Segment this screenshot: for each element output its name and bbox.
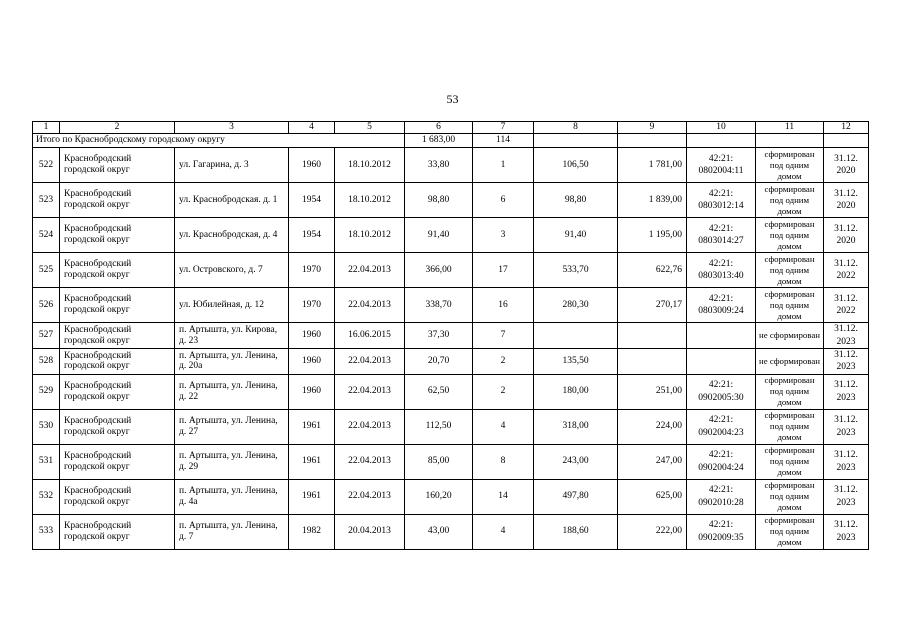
cost-cell (618, 349, 687, 375)
land-status-cell: сформирован под одним домом (756, 288, 824, 323)
row-number: 529 (33, 374, 60, 409)
municipality-cell: Краснобродский городской округ (60, 288, 175, 323)
date-cell: 22.04.2013 (335, 409, 405, 444)
municipality-cell: Краснобродский городской округ (60, 349, 175, 375)
resettled-area-cell: 533,70 (534, 253, 618, 288)
column-header: 11 (756, 122, 824, 134)
year-cell: 1960 (289, 349, 335, 375)
year-cell: 1954 (289, 218, 335, 253)
resettled-area-cell: 106,50 (534, 148, 618, 183)
municipality-cell: Краснобродский городской округ (60, 479, 175, 514)
address-cell: ул. Юбилейная, д. 12 (175, 288, 289, 323)
end-date-cell: 31.12. 2023 (824, 479, 869, 514)
cadastral-number-cell (687, 323, 756, 349)
address-cell: п. Артышта, ул. Ленина, д. 4а (175, 479, 289, 514)
row-number: 524 (33, 218, 60, 253)
date-cell: 20.04.2013 (335, 514, 405, 549)
municipality-cell: Краснобродский городской округ (60, 444, 175, 479)
cadastral-number-cell: 42:21: 0803013:40 (687, 253, 756, 288)
end-date-cell: 31.12. 2023 (824, 444, 869, 479)
address-cell: ул. Краснобродская. д. 1 (175, 183, 289, 218)
end-date-cell: 31.12. 2022 (824, 288, 869, 323)
resettled-area-cell: 180,00 (534, 374, 618, 409)
municipality-cell: Краснобродский городской округ (60, 323, 175, 349)
end-date-cell: 31.12. 2023 (824, 409, 869, 444)
cadastral-number-cell: 42:21: 0902004:24 (687, 444, 756, 479)
address-cell: п. Артышта, ул. Ленина, д. 20а (175, 349, 289, 375)
land-status-cell: сформирован под одним домом (756, 479, 824, 514)
land-status-cell: сформирован под одним домом (756, 444, 824, 479)
year-cell: 1961 (289, 479, 335, 514)
cost-cell: 625,00 (618, 479, 687, 514)
date-cell: 18.10.2012 (335, 148, 405, 183)
address-cell: п. Артышта, ул. Ленина, д. 27 (175, 409, 289, 444)
residents-cell: 1 (473, 148, 534, 183)
residents-cell: 2 (473, 374, 534, 409)
cadastral-number-cell: 42:21: 0803009:24 (687, 288, 756, 323)
address-cell: п. Артышта, ул. Кирова, д. 23 (175, 323, 289, 349)
residents-cell: 17 (473, 253, 534, 288)
year-cell: 1961 (289, 444, 335, 479)
total-residents: 114 (473, 134, 534, 148)
date-cell: 22.04.2013 (335, 288, 405, 323)
land-status-cell: не сформирован (756, 323, 824, 349)
column-header: 7 (473, 122, 534, 134)
year-cell: 1961 (289, 409, 335, 444)
cadastral-number-cell: 42:21: 0902004:23 (687, 409, 756, 444)
cadastral-number-cell (687, 349, 756, 375)
cadastral-number-cell: 42:21: 0802004:11 (687, 148, 756, 183)
resettled-area-cell: 135,50 (534, 349, 618, 375)
address-cell: п. Артышта, ул. Ленина, д. 29 (175, 444, 289, 479)
year-cell: 1982 (289, 514, 335, 549)
empty-cell (756, 134, 824, 148)
column-header: 5 (335, 122, 405, 134)
area-cell: 338,70 (405, 288, 473, 323)
column-header: 12 (824, 122, 869, 134)
cost-cell: 1 781,00 (618, 148, 687, 183)
municipality-cell: Краснобродский городской округ (60, 218, 175, 253)
end-date-cell: 31.12. 2023 (824, 323, 869, 349)
area-cell: 20,70 (405, 349, 473, 375)
row-number: 523 (33, 183, 60, 218)
year-cell: 1960 (289, 148, 335, 183)
date-cell: 22.04.2013 (335, 374, 405, 409)
cost-cell: 1 195,00 (618, 218, 687, 253)
residents-cell: 3 (473, 218, 534, 253)
land-status-cell: не сформирован (756, 349, 824, 375)
municipality-cell: Краснобродский городской округ (60, 374, 175, 409)
table-row (33, 479, 869, 514)
total-area: 1 683,00 (405, 134, 473, 148)
resettled-area-cell (534, 323, 618, 349)
cost-cell: 251,00 (618, 374, 687, 409)
year-cell: 1960 (289, 374, 335, 409)
row-number: 525 (33, 253, 60, 288)
table-row (33, 288, 869, 323)
empty-cell (687, 134, 756, 148)
column-header: 9 (618, 122, 687, 134)
end-date-cell: 31.12. 2020 (824, 218, 869, 253)
cost-cell: 622,76 (618, 253, 687, 288)
address-cell: п. Артышта, ул. Ленина, д. 22 (175, 374, 289, 409)
row-number: 526 (33, 288, 60, 323)
table-row (33, 514, 869, 549)
end-date-cell: 31.12. 2022 (824, 253, 869, 288)
cost-cell: 270,17 (618, 288, 687, 323)
table-row (33, 349, 869, 375)
municipality-cell: Краснобродский городской округ (60, 253, 175, 288)
address-cell: п. Артышта, ул. Ленина, д. 7 (175, 514, 289, 549)
date-cell: 22.04.2013 (335, 349, 405, 375)
land-status-cell: сформирован под одним домом (756, 374, 824, 409)
resettled-area-cell: 497,80 (534, 479, 618, 514)
address-cell: ул. Гагарина, д. 3 (175, 148, 289, 183)
column-header: 1 (33, 122, 60, 134)
table-row (33, 148, 869, 183)
column-header: 4 (289, 122, 335, 134)
row-number: 532 (33, 479, 60, 514)
land-status-cell: сформирован под одним домом (756, 253, 824, 288)
table-row (33, 253, 869, 288)
cost-cell: 247,00 (618, 444, 687, 479)
municipality-cell: Краснобродский городской округ (60, 514, 175, 549)
date-cell: 16.06.2015 (335, 323, 405, 349)
area-cell: 112,50 (405, 409, 473, 444)
area-cell: 62,50 (405, 374, 473, 409)
row-number: 533 (33, 514, 60, 549)
area-cell: 160,20 (405, 479, 473, 514)
empty-cell (534, 134, 618, 148)
area-cell: 43,00 (405, 514, 473, 549)
residents-cell: 8 (473, 444, 534, 479)
resettled-area-cell: 91,40 (534, 218, 618, 253)
resettled-area-cell: 318,00 (534, 409, 618, 444)
municipality-cell: Краснобродский городской округ (60, 148, 175, 183)
column-header: 10 (687, 122, 756, 134)
residents-cell: 16 (473, 288, 534, 323)
residents-cell: 7 (473, 323, 534, 349)
year-cell: 1970 (289, 288, 335, 323)
cadastral-number-cell: 42:21: 0902005:30 (687, 374, 756, 409)
year-cell: 1960 (289, 323, 335, 349)
residents-cell: 4 (473, 409, 534, 444)
empty-cell (824, 134, 869, 148)
land-status-cell: сформирован под одним домом (756, 148, 824, 183)
area-cell: 37,30 (405, 323, 473, 349)
address-cell: ул. Краснобродская, д. 4 (175, 218, 289, 253)
resettled-area-cell: 280,30 (534, 288, 618, 323)
table-row (33, 218, 869, 253)
end-date-cell: 31.12. 2023 (824, 374, 869, 409)
column-header: 6 (405, 122, 473, 134)
end-date-cell: 31.12. 2020 (824, 148, 869, 183)
area-cell: 98,80 (405, 183, 473, 218)
residents-cell: 4 (473, 514, 534, 549)
total-row (33, 134, 869, 148)
year-cell: 1970 (289, 253, 335, 288)
land-status-cell: сформирован под одним домом (756, 183, 824, 218)
row-number: 530 (33, 409, 60, 444)
cadastral-number-cell: 42:21: 0803012:14 (687, 183, 756, 218)
date-cell: 22.04.2013 (335, 444, 405, 479)
area-cell: 91,40 (405, 218, 473, 253)
cost-cell (618, 323, 687, 349)
table-row (33, 323, 869, 349)
land-status-cell: сформирован под одним домом (756, 514, 824, 549)
date-cell: 22.04.2013 (335, 253, 405, 288)
resettled-area-cell: 98,80 (534, 183, 618, 218)
resettled-area-cell: 243,00 (534, 444, 618, 479)
row-number: 522 (33, 148, 60, 183)
year-cell: 1954 (289, 183, 335, 218)
date-cell: 22.04.2013 (335, 479, 405, 514)
table-row (33, 183, 869, 218)
row-number: 531 (33, 444, 60, 479)
housing-registry-table (32, 121, 869, 550)
municipality-cell: Краснобродский городской округ (60, 409, 175, 444)
residents-cell: 14 (473, 479, 534, 514)
area-cell: 366,00 (405, 253, 473, 288)
row-number: 528 (33, 349, 60, 375)
end-date-cell: 31.12. 2023 (824, 349, 869, 375)
area-cell: 85,00 (405, 444, 473, 479)
cadastral-number-cell: 42:21: 0803014:27 (687, 218, 756, 253)
page-number: 53 (446, 92, 459, 106)
table-row (33, 374, 869, 409)
end-date-cell: 31.12. 2023 (824, 514, 869, 549)
column-number-row (33, 122, 869, 134)
column-header: 3 (175, 122, 289, 134)
table-row (33, 409, 869, 444)
total-label: Итого по Краснобродскому городскому округу (33, 134, 405, 148)
resettled-area-cell: 188,60 (534, 514, 618, 549)
column-header: 2 (60, 122, 175, 134)
cost-cell: 222,00 (618, 514, 687, 549)
cost-cell: 224,00 (618, 409, 687, 444)
residents-cell: 2 (473, 349, 534, 375)
area-cell: 33,80 (405, 148, 473, 183)
empty-cell (618, 134, 687, 148)
end-date-cell: 31.12. 2020 (824, 183, 869, 218)
row-number: 527 (33, 323, 60, 349)
table-row (33, 444, 869, 479)
date-cell: 18.10.2012 (335, 218, 405, 253)
date-cell: 18.10.2012 (335, 183, 405, 218)
column-header: 8 (534, 122, 618, 134)
cost-cell: 1 839,00 (618, 183, 687, 218)
cadastral-number-cell: 42:21: 0902009:35 (687, 514, 756, 549)
residents-cell: 6 (473, 183, 534, 218)
municipality-cell: Краснобродский городской округ (60, 183, 175, 218)
address-cell: ул. Островского, д. 7 (175, 253, 289, 288)
cadastral-number-cell: 42:21: 0902010:28 (687, 479, 756, 514)
table-body (33, 122, 869, 550)
land-status-cell: сформирован под одним домом (756, 409, 824, 444)
land-status-cell: сформирован под одним домом (756, 218, 824, 253)
